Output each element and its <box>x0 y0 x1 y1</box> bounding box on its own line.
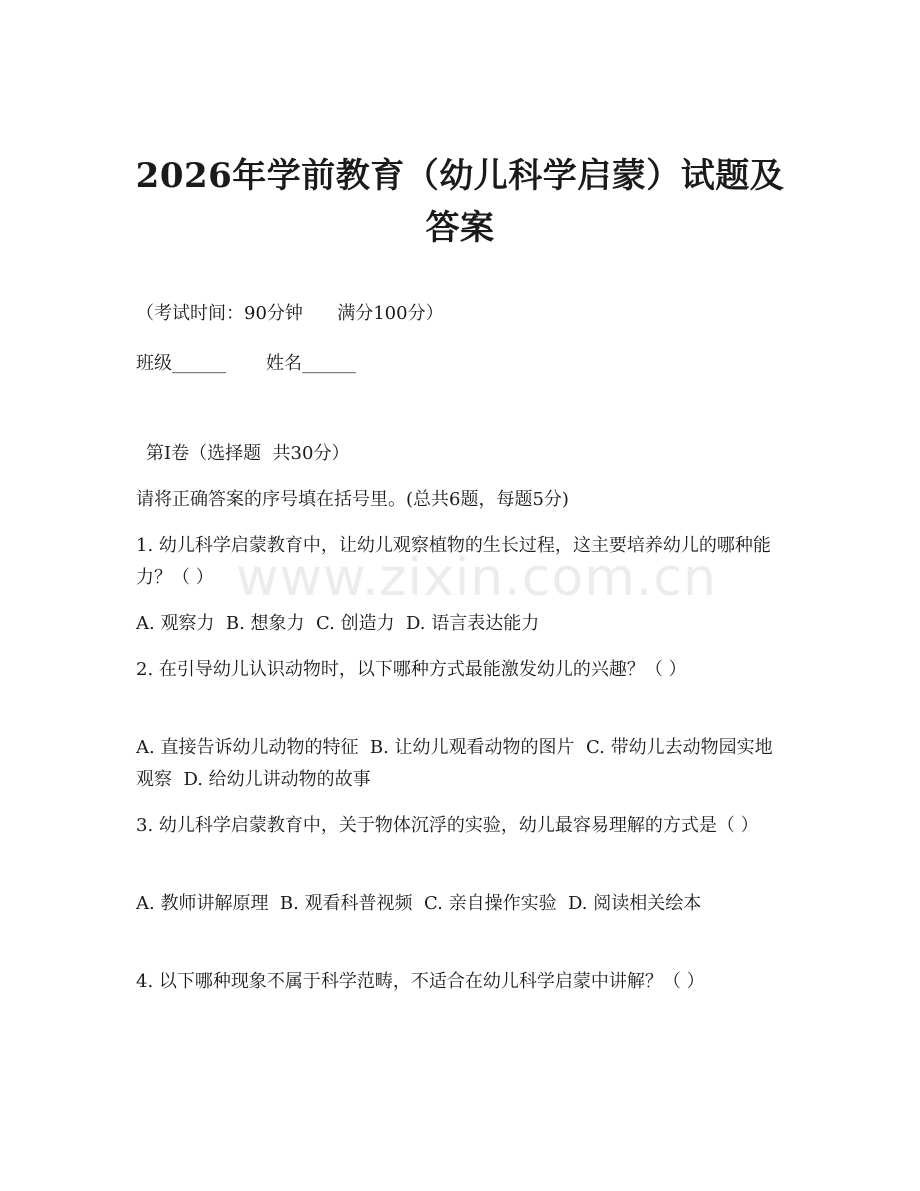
section-heading: 第Ⅰ卷（选择题 共30分） <box>146 443 350 464</box>
question-2-options: A. 直接告诉幼儿动物的特征 B. 让幼儿观看动物的图片 C. 带幼儿去动物园实地观察 D. 给幼儿讲动物的故事 <box>136 737 773 790</box>
instructions: 请将正确答案的序号填在括号里。(总共6题，每题5分) <box>136 489 569 510</box>
document-title: 2026年学前教育（幼儿科学启蒙）试题及答案 <box>135 156 785 248</box>
question-1-stem: 1. 幼儿科学启蒙教育中，让幼儿观察植物的生长过程，这主要培养幼儿的哪种能力？（ ） <box>136 535 771 588</box>
question-3-options: A. 教师讲解原理 B. 观看科普视频 C. 亲自操作实验 D. 阅读相关绘本 <box>136 893 702 914</box>
question-2-stem: 2. 在引导幼儿认识动物时，以下哪种方式最能激发幼儿的兴趣？（ ） <box>136 659 687 680</box>
watermark: www.zixin.com.cn <box>236 548 717 608</box>
question-1-options: A. 观察力 B. 想象力 C. 创造力 D. 语言表达能力 <box>136 613 540 634</box>
exam-info: （考试时间：90分钟 满分100分） <box>136 303 444 324</box>
question-4-stem: 4. 以下哪种现象不属于科学范畴，不适合在幼儿科学启蒙中讲解？（ ） <box>136 971 705 992</box>
student-info-line: 班级______ 姓名______ <box>136 353 357 374</box>
question-3-stem: 3. 幼儿科学启蒙教育中，关于物体沉浮的实验，幼儿最容易理解的方式是（ ） <box>136 815 759 836</box>
